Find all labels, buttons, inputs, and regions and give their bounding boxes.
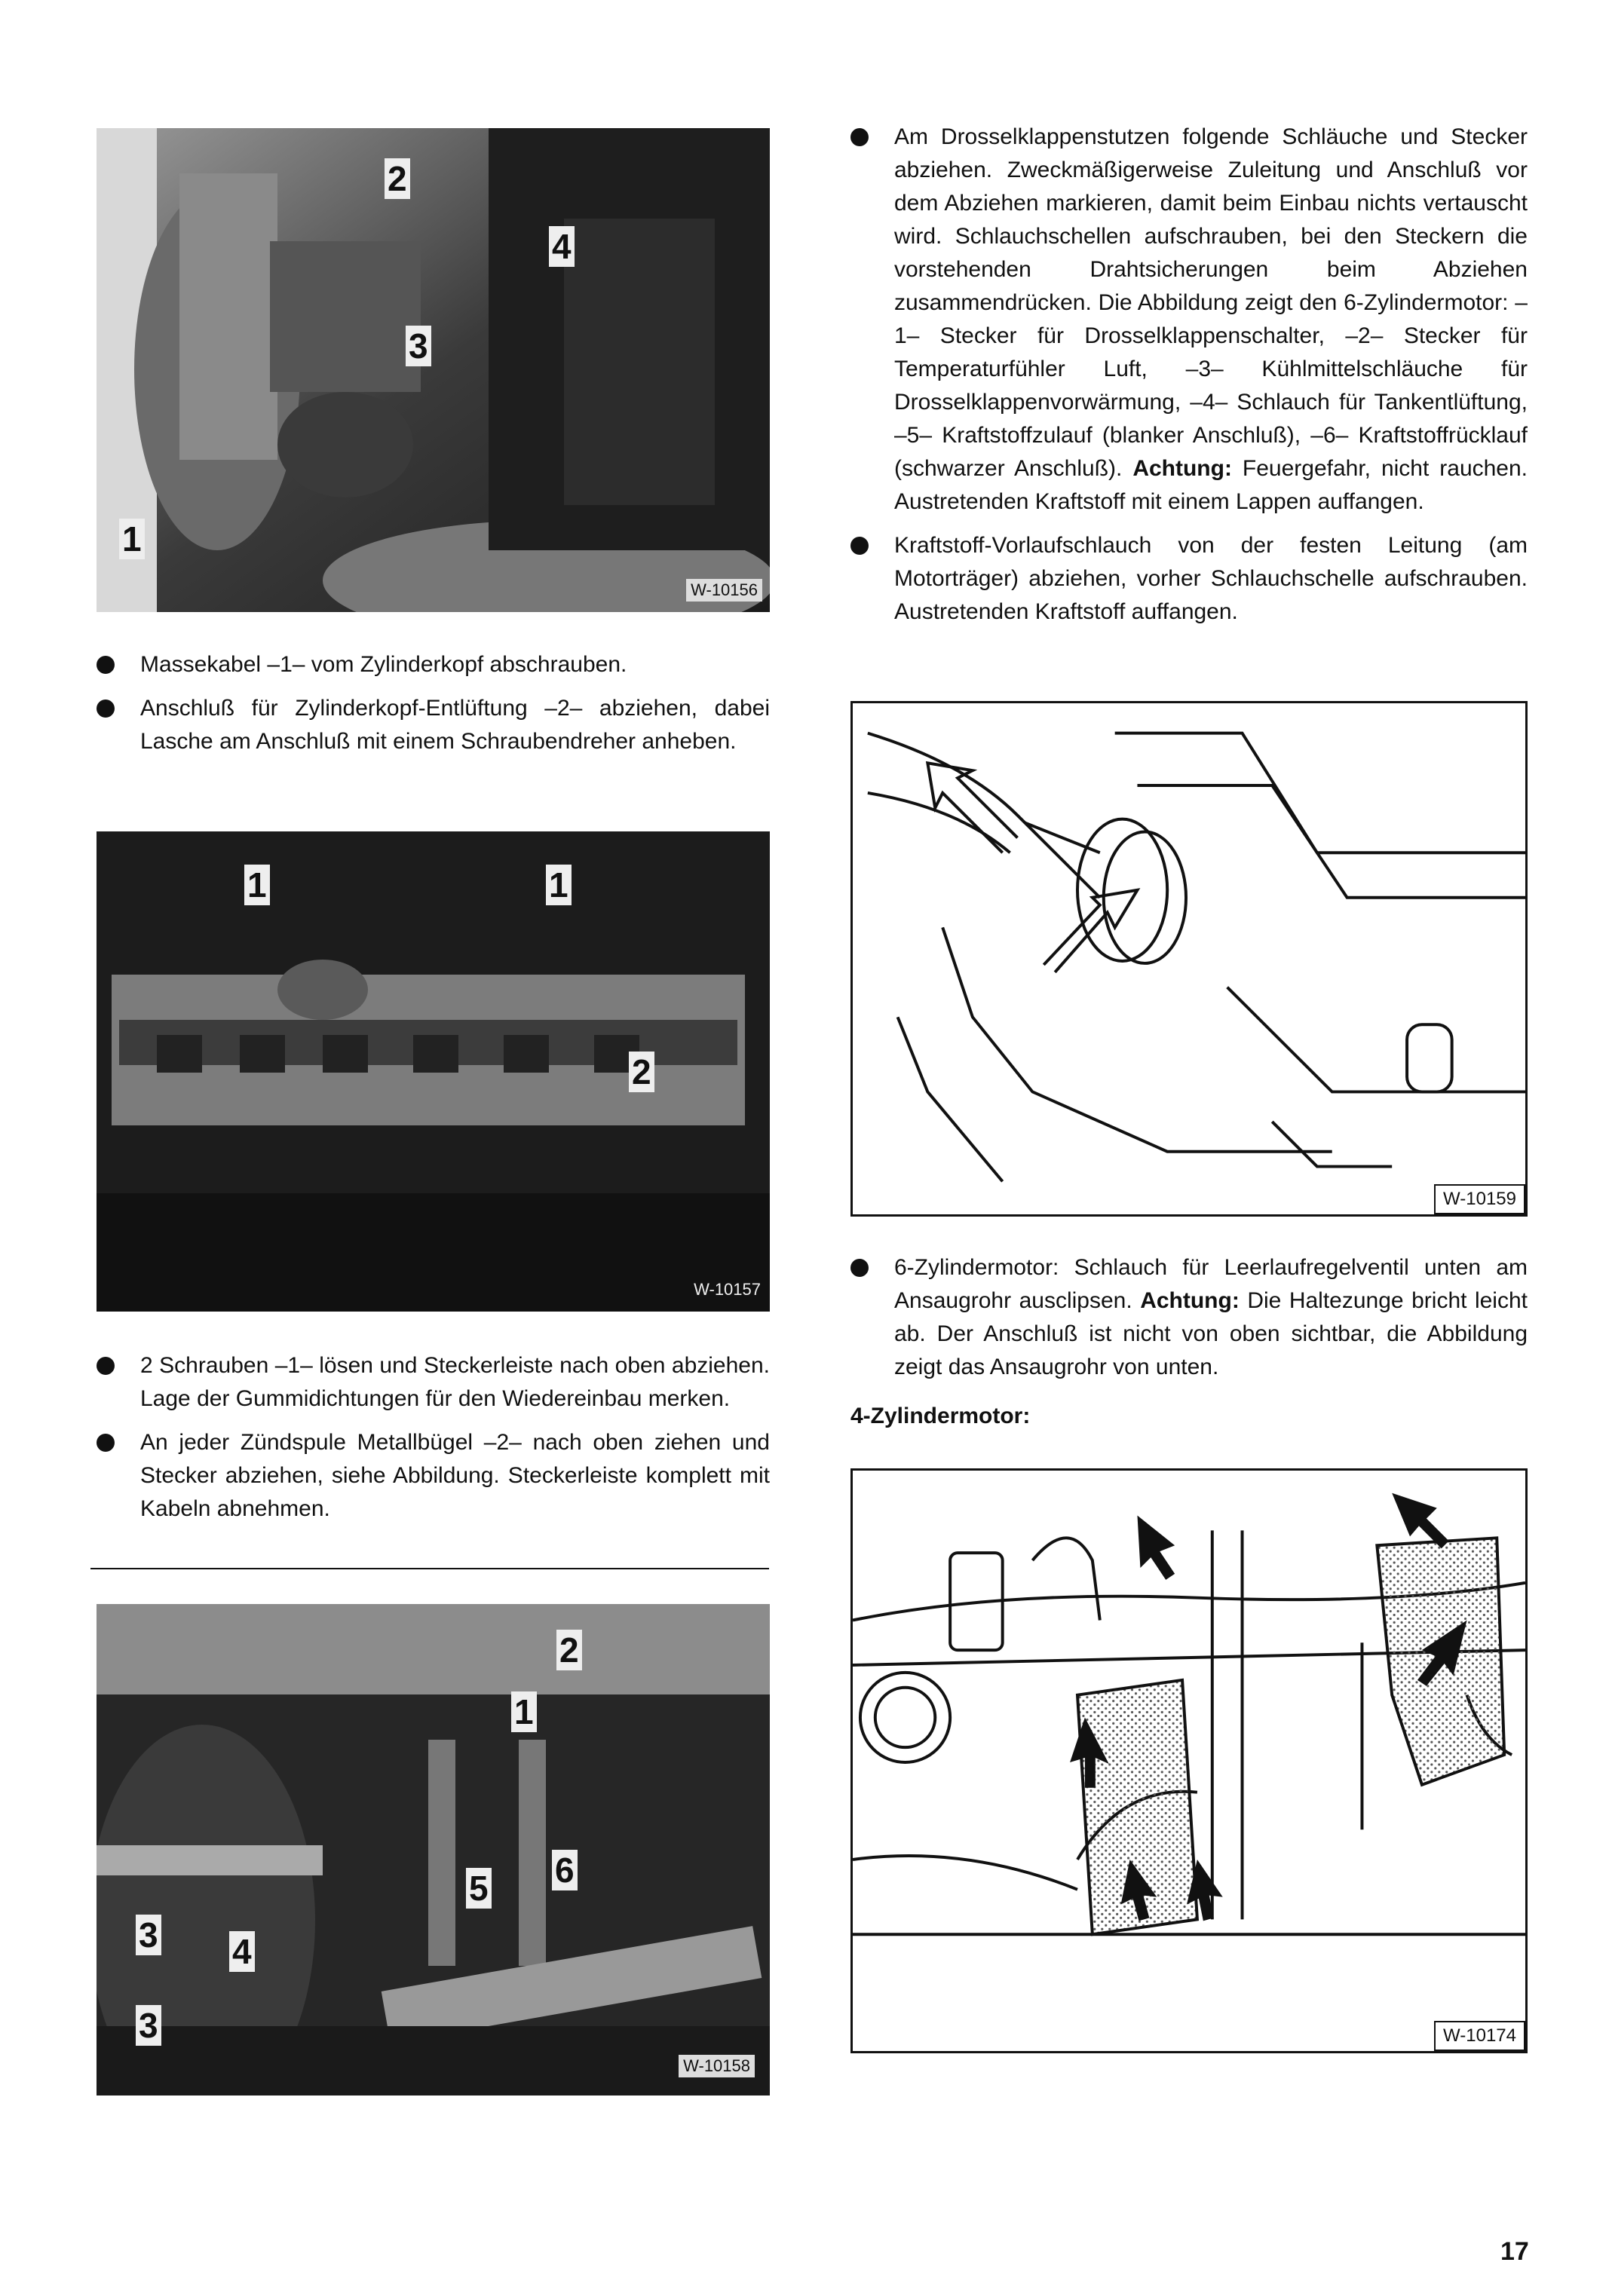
warning-label: Achtung: xyxy=(1140,1288,1240,1313)
instruction-item: An jeder Zündspule Metallbügel –2– nach oben ziehen und Stecker abziehen, siehe Abbildung. Steckerleiste komplett mit Kabeln abnehmen. xyxy=(97,1426,770,1526)
figure-w10156 xyxy=(97,128,770,612)
figure-code: W-10159 xyxy=(1434,1184,1525,1214)
figure-w10174 xyxy=(850,1468,1528,2053)
instruction-item: Massekabel –1– vom Zylinderkopf abschrauben. xyxy=(97,648,770,681)
figure-w10158 xyxy=(97,1604,770,2095)
figure-code: W-10157 xyxy=(694,1280,761,1299)
callout-2: 2 xyxy=(556,1630,582,1670)
callout-3: 3 xyxy=(136,1915,161,1955)
engine-drawing-w10174 xyxy=(853,1471,1525,2051)
warning-label: Achtung: xyxy=(1132,456,1232,481)
instruction-item xyxy=(850,121,1528,519)
callout-3: 3 xyxy=(136,2005,161,2046)
figure-w10159 xyxy=(850,701,1528,1217)
callout-1: 1 xyxy=(244,865,270,905)
section-heading: 4-Zylindermotor: xyxy=(850,1404,1031,1428)
instruction-list-4 xyxy=(850,1251,1528,1394)
hose-drawing-w10159 xyxy=(853,703,1525,1214)
warning-text: Feuergefahr, nicht rauchen. Austretenden Kraftstoff mit einem Lappen auffangen. xyxy=(894,456,1528,514)
instruction-item: 2 Schrauben –1– lösen und Steckerleiste nach oben abziehen. Lage der Gummidichtungen für den Wiedereinbau merken. xyxy=(97,1349,770,1416)
instruction-list-1 xyxy=(97,648,770,769)
warning-text: Die Haltezunge bricht leicht ab. Der Anschluß ist nicht von oben sichtbar, die Abbildung zeigt das Ansaugrohr von unten. xyxy=(894,1288,1528,1379)
callout-1: 1 xyxy=(546,865,572,905)
instruction-item xyxy=(850,1251,1528,1384)
callout-5: 5 xyxy=(466,1868,492,1909)
instruction-text: Am Drosselklappenstutzen folgende Schläuche und Stecker abziehen. Zweckmäßigerweise Zuleitung und Anschluß vor dem Abziehen markieren, damit beim Einbau nichts vertauscht wird. Schlauchschellen aufschrauben, bei den Steckern die vorstehenden Drahtsicherungen beim Abziehen zusammendrücken. Die Abbildung zeigt den 6-Zylindermotor: –1– Stecker für Drosselklappenschalter, –2– Stecker für Temperaturfühler Luft, –3– Kühlmittelschläuche für Drosselklappenvorwärmung, –4– Schlauch für Tankentlüftung, –5– Kraftstoffzulauf (blanker Anschluß), –6– Kraftstoffrücklauf (schwarzer Anschluß). xyxy=(894,124,1528,481)
instruction-item: Kraftstoff-Vorlaufschlauch von der festen Leitung (am Motorträger) abziehen, vorher Schlauchschelle aufschrauben. Austretenden Kraftstoff auffangen. xyxy=(850,529,1528,629)
figure-code: W-10156 xyxy=(686,579,762,602)
callout-2: 2 xyxy=(629,1052,654,1092)
divider xyxy=(90,1568,769,1569)
engine-photo-w10158 xyxy=(97,1604,770,2095)
engine-photo-w10156 xyxy=(97,128,770,612)
figure-code: W-10174 xyxy=(1434,2021,1525,2051)
figure-w10157 xyxy=(97,831,770,1312)
instruction-text: 6-Zylindermotor: Schlauch für Leerlaufregelventil unten am Ansaugrohr ausclipsen. xyxy=(894,1255,1528,1313)
instruction-list-2 xyxy=(97,1349,770,1536)
callout-4: 4 xyxy=(549,226,575,267)
figure-code: W-10158 xyxy=(679,2055,755,2077)
callout-2: 2 xyxy=(385,158,410,199)
callout-6: 6 xyxy=(552,1850,578,1890)
instruction-item: Anschluß für Zylinderkopf-Entlüftung –2– abziehen, dabei Lasche am Anschluß mit einem Schraubendreher anheben. xyxy=(97,692,770,758)
engine-photo-w10157 xyxy=(97,831,770,1312)
callout-3: 3 xyxy=(406,326,431,366)
callout-1: 1 xyxy=(119,519,145,559)
callout-1: 1 xyxy=(511,1691,537,1732)
callout-4: 4 xyxy=(229,1931,255,1972)
page-number: 17 xyxy=(1500,2237,1529,2266)
instruction-list-3 xyxy=(850,121,1528,639)
